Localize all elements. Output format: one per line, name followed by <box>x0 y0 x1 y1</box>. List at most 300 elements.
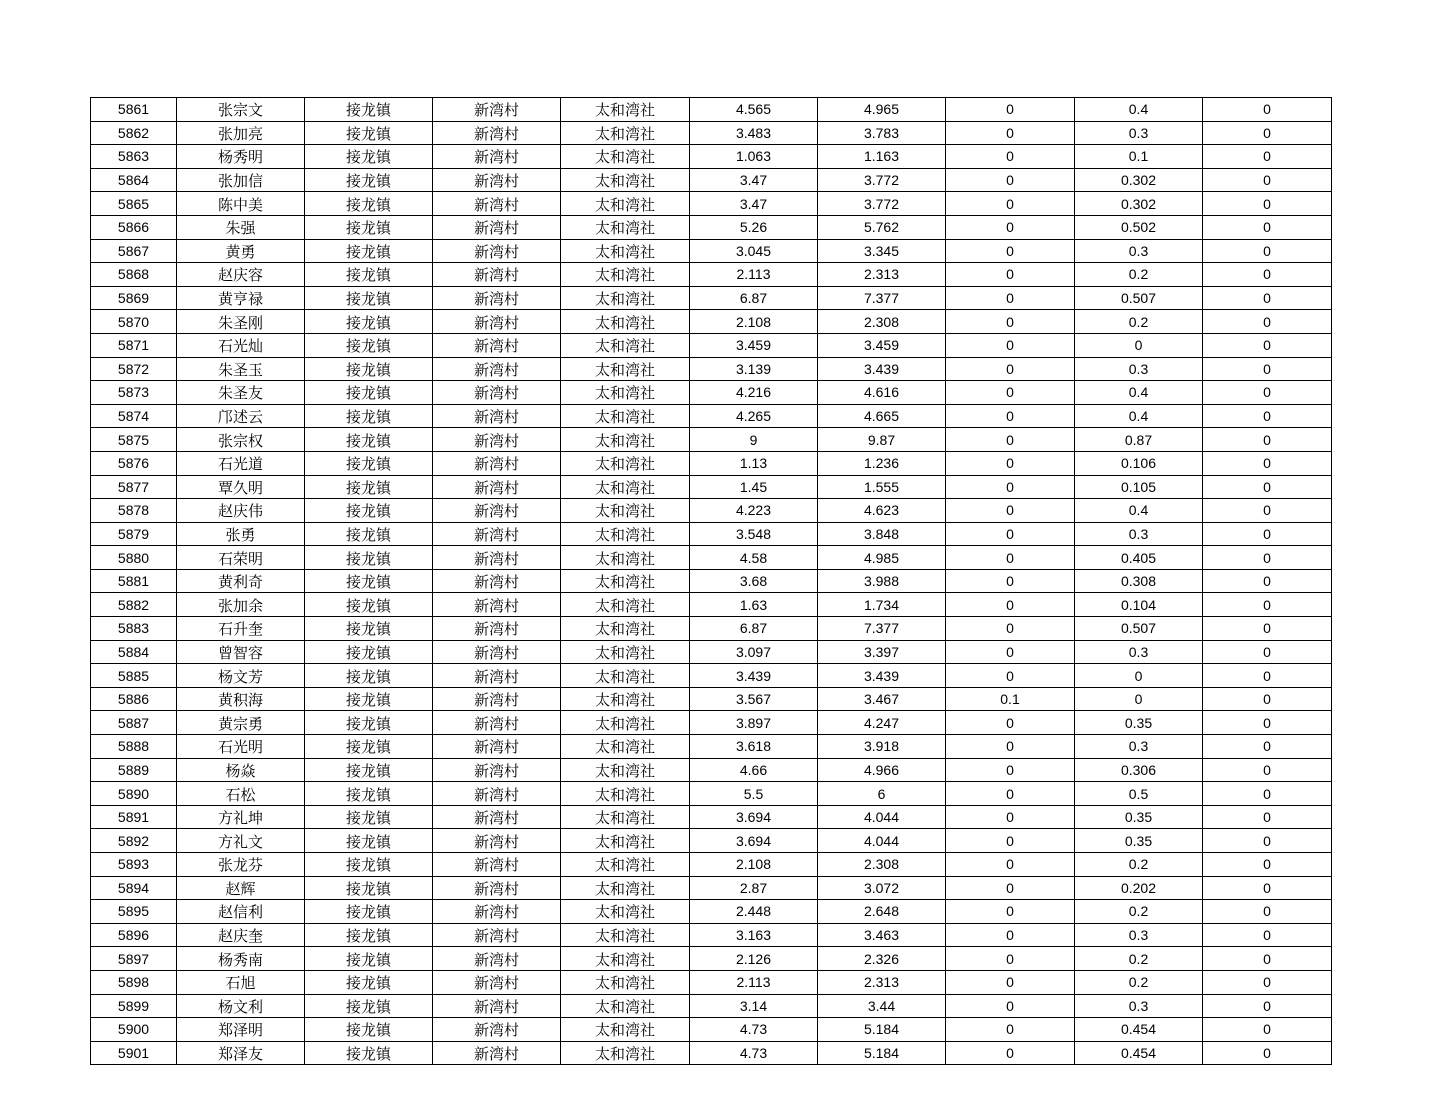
table-row <box>91 381 1332 405</box>
cell-value-a: 3.47 <box>690 192 818 216</box>
cell-row-number: 5888 <box>91 735 177 759</box>
cell-town: 接龙镇 <box>305 1041 433 1065</box>
cell-village: 新湾村 <box>433 735 561 759</box>
cell-value-d: 0.3 <box>1075 121 1203 145</box>
cell-value-d: 0.3 <box>1075 522 1203 546</box>
cell-group: 太和湾社 <box>561 711 690 735</box>
cell-town: 接龙镇 <box>305 970 433 994</box>
cell-value-c: 0 <box>946 499 1075 523</box>
cell-village: 新湾村 <box>433 428 561 452</box>
cell-value-c: 0 <box>946 357 1075 381</box>
cell-value-c: 0 <box>946 286 1075 310</box>
cell-row-number: 5886 <box>91 687 177 711</box>
table-row <box>91 900 1332 924</box>
cell-town: 接龙镇 <box>305 593 433 617</box>
cell-row-number: 5869 <box>91 286 177 310</box>
table-row <box>91 310 1332 334</box>
cell-village: 新湾村 <box>433 239 561 263</box>
cell-value-e: 0 <box>1203 239 1332 263</box>
cell-value-e: 0 <box>1203 263 1332 287</box>
cell-group: 太和湾社 <box>561 640 690 664</box>
table-row <box>91 192 1332 216</box>
cell-group: 太和湾社 <box>561 782 690 806</box>
cell-village: 新湾村 <box>433 617 561 641</box>
cell-value-d: 0.2 <box>1075 947 1203 971</box>
cell-village: 新湾村 <box>433 711 561 735</box>
cell-value-a: 3.163 <box>690 923 818 947</box>
cell-value-d: 0.502 <box>1075 215 1203 239</box>
cell-value-d: 0.2 <box>1075 970 1203 994</box>
cell-group: 太和湾社 <box>561 617 690 641</box>
cell-village: 新湾村 <box>433 876 561 900</box>
cell-value-c: 0 <box>946 593 1075 617</box>
table-row <box>91 829 1332 853</box>
table-row <box>91 357 1332 381</box>
cell-value-e: 0 <box>1203 168 1332 192</box>
cell-row-number: 5892 <box>91 829 177 853</box>
cell-town: 接龙镇 <box>305 499 433 523</box>
table-row <box>91 923 1332 947</box>
cell-value-c: 0 <box>946 782 1075 806</box>
cell-value-b: 4.044 <box>818 829 946 853</box>
cell-group: 太和湾社 <box>561 970 690 994</box>
cell-group: 太和湾社 <box>561 876 690 900</box>
cell-group: 太和湾社 <box>561 239 690 263</box>
cell-value-a: 2.448 <box>690 900 818 924</box>
cell-value-a: 3.897 <box>690 711 818 735</box>
cell-town: 接龙镇 <box>305 900 433 924</box>
cell-town: 接龙镇 <box>305 947 433 971</box>
cell-value-a: 2.108 <box>690 853 818 877</box>
cell-value-e: 0 <box>1203 192 1332 216</box>
cell-value-a: 4.223 <box>690 499 818 523</box>
cell-row-number: 5863 <box>91 145 177 169</box>
cell-value-a: 4.73 <box>690 1041 818 1065</box>
cell-value-d: 0.302 <box>1075 168 1203 192</box>
cell-village: 新湾村 <box>433 310 561 334</box>
cell-village: 新湾村 <box>433 923 561 947</box>
cell-row-number: 5866 <box>91 215 177 239</box>
table-row <box>91 687 1332 711</box>
cell-value-a: 9 <box>690 428 818 452</box>
cell-value-a: 1.45 <box>690 475 818 499</box>
cell-group: 太和湾社 <box>561 310 690 334</box>
cell-row-number: 5880 <box>91 546 177 570</box>
cell-value-d: 0.4 <box>1075 499 1203 523</box>
cell-value-c: 0 <box>946 735 1075 759</box>
cell-value-b: 3.848 <box>818 522 946 546</box>
cell-value-b: 3.345 <box>818 239 946 263</box>
cell-town: 接龙镇 <box>305 546 433 570</box>
cell-value-a: 4.216 <box>690 381 818 405</box>
cell-value-e: 0 <box>1203 640 1332 664</box>
cell-value-c: 0 <box>946 121 1075 145</box>
cell-town: 接龙镇 <box>305 758 433 782</box>
cell-value-a: 6.87 <box>690 617 818 641</box>
table-row <box>91 970 1332 994</box>
cell-value-d: 0.1 <box>1075 145 1203 169</box>
cell-group: 太和湾社 <box>561 1018 690 1042</box>
cell-name: 赵庆伟 <box>177 499 305 523</box>
cell-value-e: 0 <box>1203 947 1332 971</box>
cell-name: 石旭 <box>177 970 305 994</box>
cell-name: 赵辉 <box>177 876 305 900</box>
cell-town: 接龙镇 <box>305 475 433 499</box>
cell-value-a: 3.483 <box>690 121 818 145</box>
cell-value-b: 7.377 <box>818 286 946 310</box>
cell-town: 接龙镇 <box>305 357 433 381</box>
cell-row-number: 5896 <box>91 923 177 947</box>
cell-value-c: 0 <box>946 758 1075 782</box>
cell-value-c: 0 <box>946 215 1075 239</box>
cell-name: 石光道 <box>177 451 305 475</box>
cell-name: 杨焱 <box>177 758 305 782</box>
cell-group: 太和湾社 <box>561 121 690 145</box>
cell-village: 新湾村 <box>433 451 561 475</box>
cell-village: 新湾村 <box>433 569 561 593</box>
cell-value-d: 0.3 <box>1075 923 1203 947</box>
cell-value-a: 3.567 <box>690 687 818 711</box>
cell-value-d: 0.35 <box>1075 711 1203 735</box>
cell-value-d: 0.454 <box>1075 1041 1203 1065</box>
cell-value-b: 4.044 <box>818 805 946 829</box>
cell-group: 太和湾社 <box>561 428 690 452</box>
cell-value-b: 6 <box>818 782 946 806</box>
cell-value-a: 3.097 <box>690 640 818 664</box>
cell-village: 新湾村 <box>433 970 561 994</box>
cell-value-e: 0 <box>1203 687 1332 711</box>
cell-town: 接龙镇 <box>305 239 433 263</box>
cell-group: 太和湾社 <box>561 994 690 1018</box>
cell-value-c: 0 <box>946 970 1075 994</box>
cell-value-b: 9.87 <box>818 428 946 452</box>
cell-value-d: 0.3 <box>1075 640 1203 664</box>
cell-value-d: 0.2 <box>1075 853 1203 877</box>
cell-name: 朱圣友 <box>177 381 305 405</box>
cell-value-a: 3.47 <box>690 168 818 192</box>
cell-value-b: 4.616 <box>818 381 946 405</box>
cell-value-c: 0 <box>946 711 1075 735</box>
cell-value-e: 0 <box>1203 381 1332 405</box>
cell-row-number: 5864 <box>91 168 177 192</box>
cell-value-b: 4.247 <box>818 711 946 735</box>
cell-value-e: 0 <box>1203 333 1332 357</box>
table-row <box>91 735 1332 759</box>
cell-group: 太和湾社 <box>561 829 690 853</box>
table-row <box>91 569 1332 593</box>
cell-value-c: 0 <box>946 451 1075 475</box>
cell-name: 赵庆奎 <box>177 923 305 947</box>
cell-group: 太和湾社 <box>561 546 690 570</box>
cell-value-c: 0 <box>946 310 1075 334</box>
cell-village: 新湾村 <box>433 121 561 145</box>
cell-value-c: 0 <box>946 475 1075 499</box>
cell-value-a: 3.459 <box>690 333 818 357</box>
cell-group: 太和湾社 <box>561 947 690 971</box>
cell-value-e: 0 <box>1203 522 1332 546</box>
cell-group: 太和湾社 <box>561 357 690 381</box>
table-row <box>91 711 1332 735</box>
cell-name: 方礼坤 <box>177 805 305 829</box>
cell-value-d: 0.306 <box>1075 758 1203 782</box>
cell-value-d: 0.87 <box>1075 428 1203 452</box>
cell-value-e: 0 <box>1203 286 1332 310</box>
cell-value-d: 0.105 <box>1075 475 1203 499</box>
cell-town: 接龙镇 <box>305 451 433 475</box>
cell-village: 新湾村 <box>433 640 561 664</box>
cell-town: 接龙镇 <box>305 310 433 334</box>
cell-village: 新湾村 <box>433 475 561 499</box>
cell-value-e: 0 <box>1203 98 1332 122</box>
cell-value-d: 0 <box>1075 333 1203 357</box>
cell-name: 张勇 <box>177 522 305 546</box>
cell-value-d: 0.4 <box>1075 381 1203 405</box>
cell-value-c: 0 <box>946 617 1075 641</box>
cell-value-b: 3.918 <box>818 735 946 759</box>
cell-town: 接龙镇 <box>305 923 433 947</box>
cell-value-a: 4.265 <box>690 404 818 428</box>
cell-village: 新湾村 <box>433 145 561 169</box>
cell-group: 太和湾社 <box>561 98 690 122</box>
cell-village: 新湾村 <box>433 664 561 688</box>
table-row <box>91 215 1332 239</box>
cell-value-b: 2.313 <box>818 970 946 994</box>
cell-value-d: 0 <box>1075 664 1203 688</box>
cell-value-c: 0 <box>946 522 1075 546</box>
cell-row-number: 5890 <box>91 782 177 806</box>
cell-value-c: 0 <box>946 168 1075 192</box>
cell-value-c: 0 <box>946 239 1075 263</box>
cell-row-number: 5893 <box>91 853 177 877</box>
cell-row-number: 5861 <box>91 98 177 122</box>
table-row <box>91 782 1332 806</box>
cell-name: 方礼文 <box>177 829 305 853</box>
cell-value-a: 2.108 <box>690 310 818 334</box>
table-row <box>91 333 1332 357</box>
cell-group: 太和湾社 <box>561 215 690 239</box>
cell-value-b: 3.463 <box>818 923 946 947</box>
cell-village: 新湾村 <box>433 522 561 546</box>
cell-value-e: 0 <box>1203 994 1332 1018</box>
cell-value-c: 0 <box>946 876 1075 900</box>
cell-name: 黄宗勇 <box>177 711 305 735</box>
cell-row-number: 5884 <box>91 640 177 664</box>
cell-group: 太和湾社 <box>561 923 690 947</box>
cell-town: 接龙镇 <box>305 168 433 192</box>
cell-row-number: 5870 <box>91 310 177 334</box>
cell-value-d: 0.202 <box>1075 876 1203 900</box>
cell-value-a: 1.13 <box>690 451 818 475</box>
cell-value-e: 0 <box>1203 876 1332 900</box>
cell-name: 黄利奇 <box>177 569 305 593</box>
cell-value-a: 2.113 <box>690 263 818 287</box>
cell-value-a: 3.14 <box>690 994 818 1018</box>
cell-village: 新湾村 <box>433 215 561 239</box>
cell-town: 接龙镇 <box>305 687 433 711</box>
cell-village: 新湾村 <box>433 168 561 192</box>
table-row <box>91 876 1332 900</box>
cell-row-number: 5877 <box>91 475 177 499</box>
cell-value-b: 3.072 <box>818 876 946 900</box>
cell-group: 太和湾社 <box>561 569 690 593</box>
table-row <box>91 168 1332 192</box>
cell-value-b: 3.439 <box>818 664 946 688</box>
cell-value-c: 0 <box>946 428 1075 452</box>
cell-value-a: 3.694 <box>690 829 818 853</box>
cell-group: 太和湾社 <box>561 593 690 617</box>
cell-town: 接龙镇 <box>305 805 433 829</box>
cell-value-b: 1.555 <box>818 475 946 499</box>
cell-village: 新湾村 <box>433 782 561 806</box>
cell-name: 张宗权 <box>177 428 305 452</box>
cell-name: 赵庆容 <box>177 263 305 287</box>
table-row <box>91 239 1332 263</box>
cell-value-c: 0 <box>946 381 1075 405</box>
cell-group: 太和湾社 <box>561 286 690 310</box>
cell-value-d: 0.35 <box>1075 829 1203 853</box>
cell-value-a: 3.694 <box>690 805 818 829</box>
cell-group: 太和湾社 <box>561 475 690 499</box>
cell-value-c: 0 <box>946 145 1075 169</box>
cell-village: 新湾村 <box>433 829 561 853</box>
cell-value-b: 3.772 <box>818 192 946 216</box>
cell-value-e: 0 <box>1203 593 1332 617</box>
cell-name: 朱圣玉 <box>177 357 305 381</box>
cell-group: 太和湾社 <box>561 758 690 782</box>
cell-row-number: 5898 <box>91 970 177 994</box>
cell-value-a: 3.618 <box>690 735 818 759</box>
cell-value-c: 0 <box>946 98 1075 122</box>
cell-row-number: 5894 <box>91 876 177 900</box>
cell-town: 接龙镇 <box>305 145 433 169</box>
cell-value-b: 2.313 <box>818 263 946 287</box>
cell-name: 杨文利 <box>177 994 305 1018</box>
cell-row-number: 5876 <box>91 451 177 475</box>
cell-value-a: 6.87 <box>690 286 818 310</box>
cell-value-d: 0.454 <box>1075 1018 1203 1042</box>
cell-value-c: 0 <box>946 569 1075 593</box>
cell-value-e: 0 <box>1203 782 1332 806</box>
cell-row-number: 5885 <box>91 664 177 688</box>
cell-town: 接龙镇 <box>305 829 433 853</box>
cell-group: 太和湾社 <box>561 381 690 405</box>
cell-village: 新湾村 <box>433 263 561 287</box>
cell-value-c: 0 <box>946 1041 1075 1065</box>
cell-value-b: 3.467 <box>818 687 946 711</box>
cell-value-d: 0.2 <box>1075 263 1203 287</box>
cell-value-a: 3.045 <box>690 239 818 263</box>
cell-row-number: 5874 <box>91 404 177 428</box>
cell-value-e: 0 <box>1203 923 1332 947</box>
cell-town: 接龙镇 <box>305 569 433 593</box>
cell-value-b: 4.985 <box>818 546 946 570</box>
cell-value-a: 2.87 <box>690 876 818 900</box>
cell-value-c: 0 <box>946 263 1075 287</box>
table-row <box>91 263 1332 287</box>
cell-town: 接龙镇 <box>305 735 433 759</box>
cell-value-b: 7.377 <box>818 617 946 641</box>
cell-town: 接龙镇 <box>305 1018 433 1042</box>
table-row <box>91 593 1332 617</box>
cell-value-b: 2.326 <box>818 947 946 971</box>
table-row <box>91 522 1332 546</box>
cell-value-c: 0 <box>946 664 1075 688</box>
cell-group: 太和湾社 <box>561 192 690 216</box>
cell-village: 新湾村 <box>433 1018 561 1042</box>
cell-value-d: 0.308 <box>1075 569 1203 593</box>
cell-value-c: 0 <box>946 192 1075 216</box>
cell-town: 接龙镇 <box>305 664 433 688</box>
cell-village: 新湾村 <box>433 994 561 1018</box>
cell-town: 接龙镇 <box>305 333 433 357</box>
cell-value-e: 0 <box>1203 428 1332 452</box>
cell-village: 新湾村 <box>433 805 561 829</box>
cell-name: 石光灿 <box>177 333 305 357</box>
table-row <box>91 758 1332 782</box>
cell-name: 朱强 <box>177 215 305 239</box>
cell-name: 石光明 <box>177 735 305 759</box>
cell-row-number: 5900 <box>91 1018 177 1042</box>
cell-group: 太和湾社 <box>561 451 690 475</box>
cell-town: 接龙镇 <box>305 428 433 452</box>
cell-value-a: 1.063 <box>690 145 818 169</box>
cell-town: 接龙镇 <box>305 522 433 546</box>
cell-value-d: 0.3 <box>1075 994 1203 1018</box>
cell-value-d: 0.35 <box>1075 805 1203 829</box>
cell-group: 太和湾社 <box>561 805 690 829</box>
cell-name: 陈中美 <box>177 192 305 216</box>
cell-row-number: 5891 <box>91 805 177 829</box>
cell-value-d: 0.507 <box>1075 617 1203 641</box>
cell-value-e: 0 <box>1203 970 1332 994</box>
cell-row-number: 5867 <box>91 239 177 263</box>
cell-value-b: 3.988 <box>818 569 946 593</box>
cell-row-number: 5879 <box>91 522 177 546</box>
cell-town: 接龙镇 <box>305 263 433 287</box>
cell-name: 杨秀明 <box>177 145 305 169</box>
cell-village: 新湾村 <box>433 947 561 971</box>
table-row <box>91 286 1332 310</box>
cell-group: 太和湾社 <box>561 333 690 357</box>
cell-value-a: 4.66 <box>690 758 818 782</box>
cell-value-d: 0.5 <box>1075 782 1203 806</box>
cell-value-e: 0 <box>1203 805 1332 829</box>
cell-village: 新湾村 <box>433 853 561 877</box>
cell-value-e: 0 <box>1203 1041 1332 1065</box>
table-row <box>91 805 1332 829</box>
cell-value-e: 0 <box>1203 758 1332 782</box>
cell-value-b: 1.734 <box>818 593 946 617</box>
cell-row-number: 5875 <box>91 428 177 452</box>
cell-name: 石升奎 <box>177 617 305 641</box>
cell-name: 张龙芬 <box>177 853 305 877</box>
cell-value-e: 0 <box>1203 404 1332 428</box>
cell-value-e: 0 <box>1203 1018 1332 1042</box>
cell-village: 新湾村 <box>433 357 561 381</box>
cell-name: 石荣明 <box>177 546 305 570</box>
cell-group: 太和湾社 <box>561 168 690 192</box>
cell-value-a: 5.26 <box>690 215 818 239</box>
cell-value-d: 0 <box>1075 687 1203 711</box>
table-row <box>91 853 1332 877</box>
cell-value-d: 0.4 <box>1075 404 1203 428</box>
cell-value-b: 5.762 <box>818 215 946 239</box>
table-row <box>91 1041 1332 1065</box>
cell-row-number: 5901 <box>91 1041 177 1065</box>
cell-value-a: 3.139 <box>690 357 818 381</box>
cell-village: 新湾村 <box>433 593 561 617</box>
cell-town: 接龙镇 <box>305 98 433 122</box>
